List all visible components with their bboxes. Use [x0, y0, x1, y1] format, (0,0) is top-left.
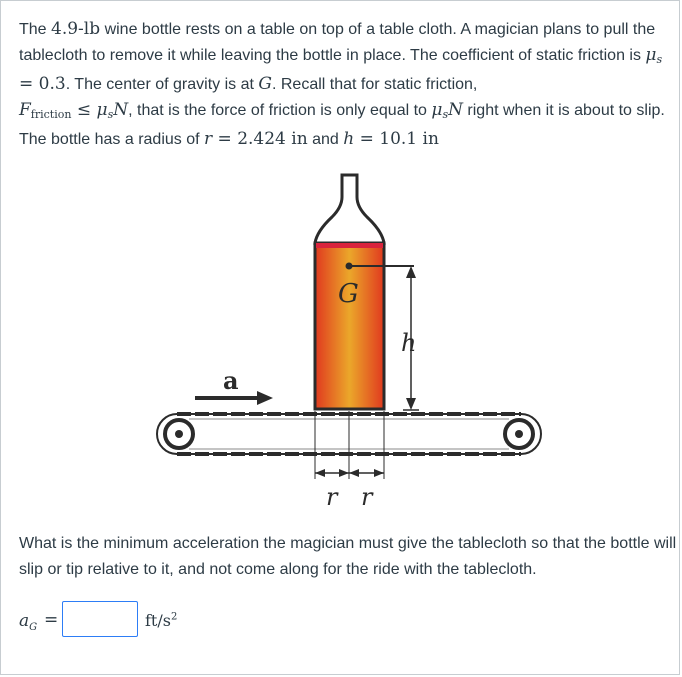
bottle-neck	[315, 175, 384, 243]
h-arrow-down	[406, 398, 416, 410]
mu-subscript: s	[656, 52, 663, 66]
mu-subscript-2: s	[107, 107, 114, 121]
label-a: a	[223, 366, 239, 395]
problem-text-1: The	[19, 21, 52, 38]
answer-unit-text: ft/s	[145, 611, 171, 630]
f-subscript: friction	[30, 107, 72, 121]
h-arrow-up	[406, 266, 416, 278]
label-h: h	[401, 329, 417, 357]
question-prompt: What is the minimum acceleration the magician must give the tablecloth so that the bottle will slip or tip relative to it, and not come along for the ride with the tablecloth.	[19, 535, 677, 578]
problem-text-3: . The center of gravity is at	[65, 76, 259, 93]
label-g: G	[338, 279, 359, 309]
r-arrow-3	[349, 469, 359, 477]
r-arrow-2	[339, 469, 349, 477]
r-arrow-4	[374, 469, 384, 477]
label-r-right: r	[361, 483, 373, 511]
n-symbol-2: N	[448, 99, 463, 120]
mu-symbol: μ	[645, 44, 657, 65]
problem-text-7: and	[307, 131, 344, 148]
r-value: = 2.424 in	[212, 129, 308, 149]
answer-unit-exponent: 2	[170, 611, 178, 623]
mu-symbol-2: μ	[96, 99, 108, 120]
right-roller-axle	[515, 430, 523, 438]
n-symbol: N	[113, 99, 129, 120]
h-value: = 10.1 in	[354, 129, 439, 149]
answer-label-a: a	[19, 611, 30, 631]
f-symbol: F	[19, 99, 31, 120]
equals-sign: =	[44, 610, 59, 630]
g-symbol: G	[258, 74, 272, 94]
acceleration-arrow-head	[257, 391, 273, 405]
answer-label	[19, 611, 37, 633]
r-arrow-1	[315, 469, 325, 477]
problem-statement	[19, 17, 679, 153]
bottle-weight: 4.9-lb	[51, 19, 101, 39]
answer-unit	[145, 611, 177, 630]
mu-value: = 0.3	[19, 74, 66, 94]
h-symbol: h	[343, 129, 355, 149]
liquid-top	[316, 243, 383, 248]
problem-text-5: , that is the force of friction is only equal to	[128, 101, 432, 119]
left-roller-axle	[175, 430, 183, 438]
leq-symbol: ≤	[71, 99, 97, 120]
answer-label-sub: G	[29, 622, 38, 633]
problem-text-6: right when it is about to slip. The bottle has a radius of	[19, 101, 665, 148]
problem-text-2: wine bottle rests on a table on top of a table cloth. A magician plans to pull the tablecloth to remove it while leaving the bottle in place. The coefficient of static friction is	[19, 21, 656, 64]
acceleration-answer-input[interactable]	[62, 601, 138, 637]
problem-text-4: . Recall that for static friction,	[271, 76, 478, 93]
label-r-left: r	[326, 483, 338, 511]
mu-subscript-3: s	[442, 107, 449, 121]
mu-symbol-3: μ	[431, 99, 443, 120]
r-symbol: r	[204, 129, 213, 149]
bottle-diagram	[149, 167, 549, 515]
bottle-diagram-svg	[149, 167, 549, 515]
